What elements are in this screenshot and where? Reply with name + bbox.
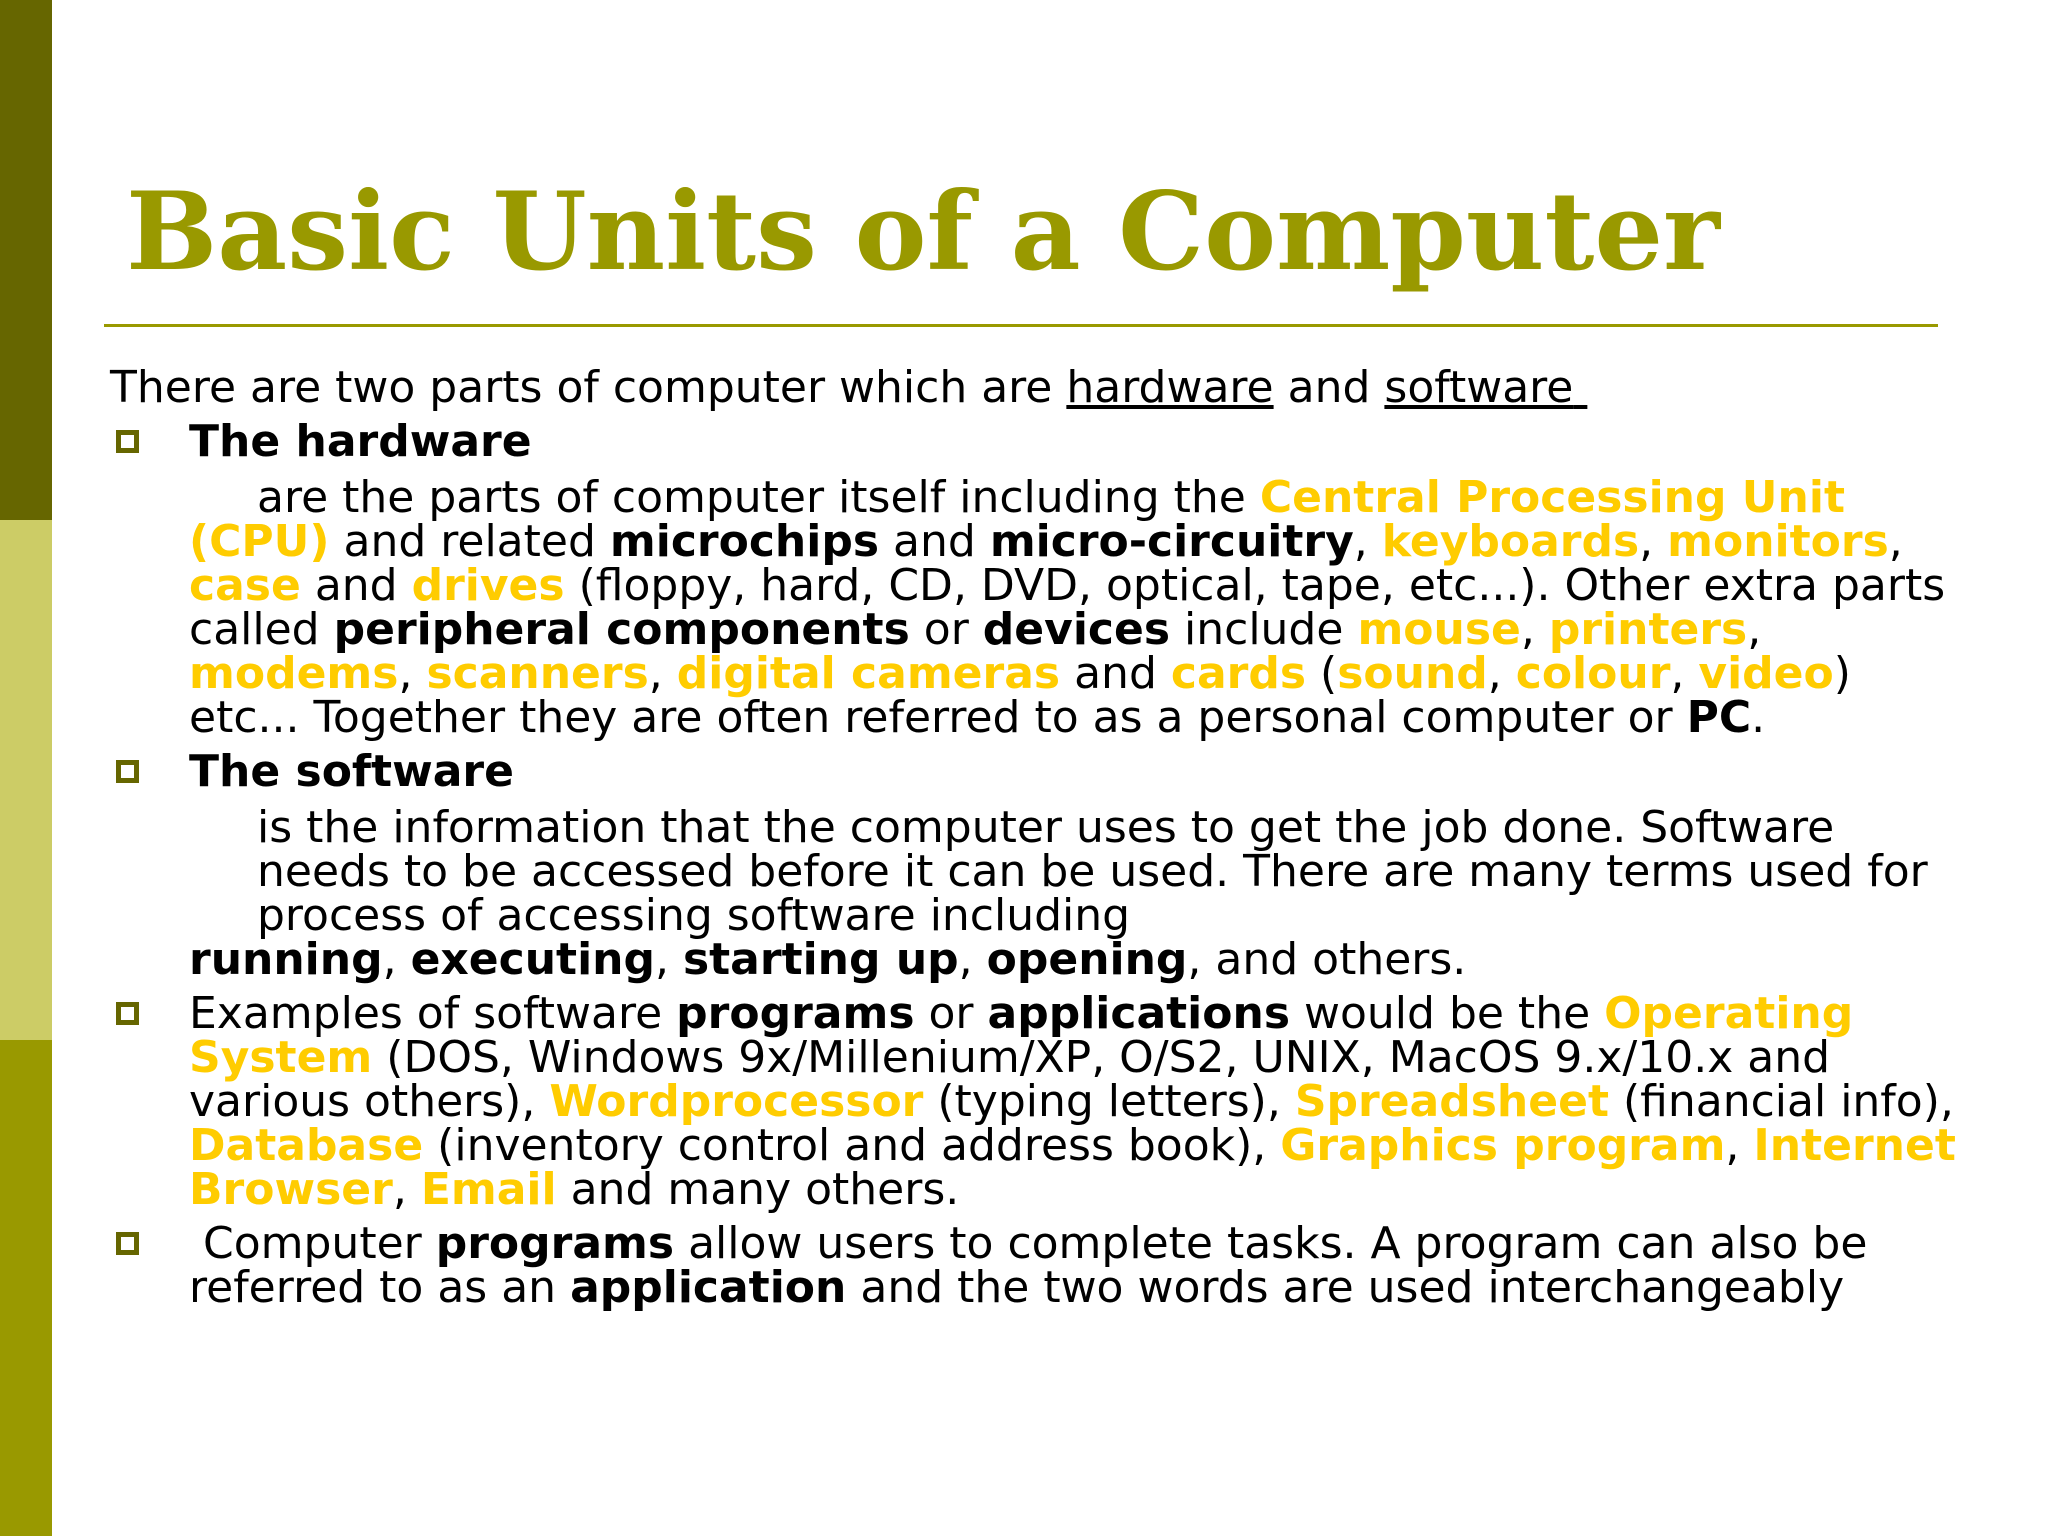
text-include: include: [1184, 604, 1344, 655]
side-bar-top: [0, 0, 52, 520]
spreadsheet-detail: (financial info),: [1622, 1076, 1954, 1127]
term-microchips: microchips: [609, 516, 880, 567]
term-database: Database: [189, 1120, 424, 1171]
term-monitors: monitors: [1667, 516, 1889, 567]
term-spreadsheet: Spreadsheet: [1294, 1076, 1609, 1127]
text-or: or: [923, 604, 969, 655]
term-microcircuitry: micro-circuitry: [989, 516, 1354, 567]
software-link-trail: [1573, 362, 1587, 413]
term-scanners: scanners: [426, 648, 649, 699]
text-and: and: [314, 560, 398, 611]
term-cpu: Central Processing Unit (CPU): [189, 472, 1845, 567]
term-devices: devices: [982, 604, 1171, 655]
text-and-related: and related: [343, 516, 596, 567]
hardware-intro: are the parts of computer itself including the: [257, 472, 1246, 523]
hardware-link[interactable]: hardware: [1066, 362, 1274, 413]
intro-text: There are two parts of computer which are: [110, 362, 1053, 413]
software-heading: The software: [189, 746, 514, 797]
term-running: running: [189, 934, 383, 985]
software-text: is the information that the computer uses to get the job done. Software needs to be accessed before it can be used. There are many terms used for process of accessing software including: [257, 802, 1928, 941]
square-bullet-icon: [116, 430, 139, 453]
term-application: application: [570, 1262, 847, 1313]
term-operating-system: Operating System: [189, 988, 1854, 1083]
term-mouse: mouse: [1357, 604, 1521, 655]
side-bar-middle: [0, 520, 52, 1040]
bullet-examples: [110, 988, 1970, 1215]
software-tail: , and others.: [1187, 934, 1467, 985]
programs-text: Computer: [203, 1218, 422, 1269]
title-underline: [104, 324, 1938, 327]
slide-title: Basic Units of a Computer: [126, 169, 1720, 295]
term-case: case: [189, 560, 301, 611]
term-printers: printers: [1548, 604, 1748, 655]
term-drives: drives: [411, 560, 565, 611]
wordprocessor-detail: (typing letters),: [937, 1076, 1281, 1127]
bullet-software: [110, 746, 1970, 985]
square-bullet-icon: [116, 760, 139, 783]
hardware-paragraph: are the parts of computer itself including the Central Processing Unit (CPU) and related microchips and micro-circuitry, keyboards, monitors, case and drives (floppy, hard, CD, DVD, optical, tape, etc...). Other extra parts called peripheral components or devices include mouse, printers, modems, scanners, digital cameras and cards (sound, colour, video) etc... Together they are often referred to as a personal computer or PC.: [189, 472, 1946, 743]
square-bullet-icon: [116, 1002, 139, 1025]
term-pc: PC: [1686, 692, 1752, 743]
term-video: video: [1698, 648, 1834, 699]
term-starting-up: starting up: [682, 934, 959, 985]
examples-paragraph: Examples of software programs or applications would be the Operating System (DOS, Windows 9x/Millenium/XP, O/S2, UNIX, MacOS 9.x/10.x and various others), Wordprocessor (typing letters), Spreadsheet (financial info), Database (inventory control and address book), Graphics program, Internet Browser, Email and many others.: [189, 988, 1956, 1215]
term-internet-browser: Internet Browser: [189, 1120, 1956, 1215]
bullet-hardware: [110, 416, 1970, 743]
term-wordprocessor: Wordprocessor: [549, 1076, 924, 1127]
term-keyboards: keyboards: [1381, 516, 1640, 567]
term-applications: applications: [987, 988, 1291, 1039]
term-cards: cards: [1170, 648, 1307, 699]
term-sound: sound: [1337, 648, 1488, 699]
intro-and: and: [1287, 362, 1371, 413]
database-detail: (inventory control and address book),: [437, 1120, 1267, 1171]
slide-body: [110, 362, 1970, 1320]
term-programs: programs: [435, 1218, 675, 1269]
term-opening: opening: [986, 934, 1188, 985]
hardware-tail: ) etc... Together they are often referred to as a personal computer or: [189, 648, 1851, 743]
hardware-heading: The hardware: [189, 416, 532, 467]
text-and: and: [893, 516, 976, 567]
examples-text: Examples of software: [189, 988, 663, 1039]
examples-tail: and many others.: [570, 1164, 960, 1215]
side-bar-bottom: [0, 1040, 52, 1536]
square-bullet-icon: [116, 1232, 139, 1255]
term-digital-cameras: digital cameras: [676, 648, 1061, 699]
examples-text-2: would be the: [1304, 988, 1591, 1039]
term-peripheral-components: peripheral components: [333, 604, 910, 655]
term-email: Email: [420, 1164, 557, 1215]
term-colour: colour: [1515, 648, 1671, 699]
term-modems: modems: [189, 648, 399, 699]
programs-text-2: allow users to complete tasks. A program can also be referred to as an: [189, 1218, 1868, 1313]
programs-paragraph: [189, 1218, 1970, 1313]
software-paragraph: is the information that the computer uses to get the job done. Software needs to be accessed before it can be used. There are many terms used for process of accessing software including running, executing, starting up, opening, and others.: [189, 806, 1970, 982]
text-or: or: [928, 988, 974, 1039]
term-programs: programs: [676, 988, 915, 1039]
term-executing: executing: [410, 934, 655, 985]
intro-line: [110, 362, 1970, 413]
text-and: and: [1074, 648, 1157, 699]
term-graphics-program: Graphics program: [1280, 1120, 1726, 1171]
drives-detail: (floppy, hard, CD, DVD, optical, tape, etc...). Other extra parts called: [189, 560, 1946, 655]
software-link[interactable]: software: [1384, 362, 1574, 413]
programs-text-3: and the two words are used interchangeably: [860, 1262, 1845, 1313]
bullet-programs: [110, 1218, 1970, 1313]
os-detail: (DOS, Windows 9x/Millenium/XP, O/S2, UNIX, MacOS 9.x/10.x and various others),: [189, 1032, 1831, 1127]
